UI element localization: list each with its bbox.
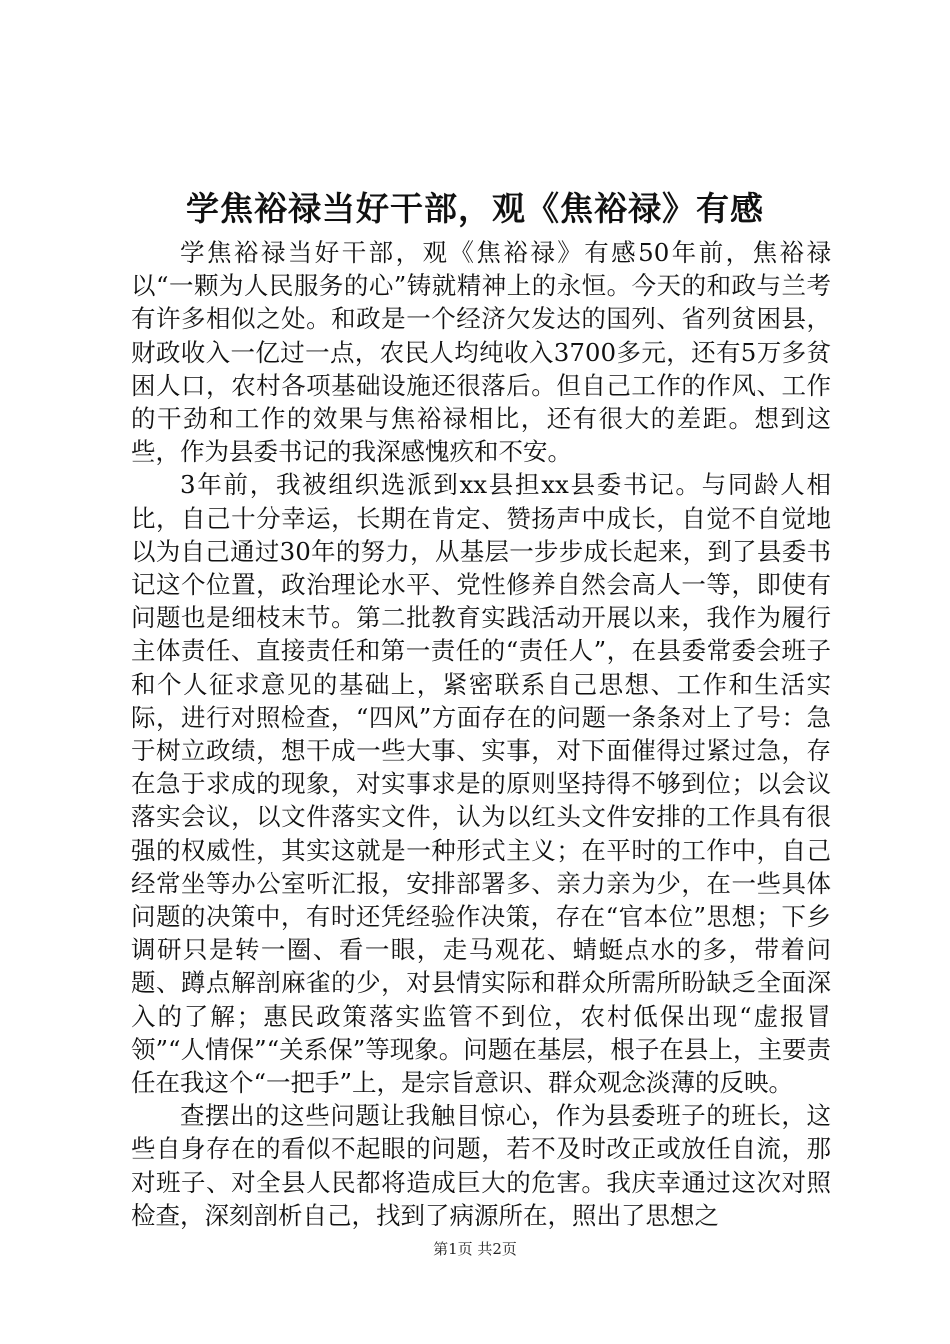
page-footer: 第1页 共2页 — [433, 1240, 517, 1258]
paragraph-3: 查摆出的这些问题让我触目惊心，作为县委班子的班长，这些自身存在的看似不起眼的问题，若不及时改正或放任自流，那对班子、对全县人民都将造成巨大的危害。我庆幸通过这次对照检查，深刻剖析自己，找到了病源所在，照出了思想之 — [131, 1101, 831, 1230]
paragraph-1: 学焦裕禄当好干部，观《焦裕禄》有感50年前，焦裕禄以“一颗为人民服务的心”铸就精神上的永恒。今天的和政与兰考有许多相似之处。和政是一个经济欠发达的国列、省列贫困县，财政收入一亿过一点，农民人均纯收入3700多元，还有5万多贫困人口，农村各项基础设施还很落后。但自己工作的作风、工作的干劲和工作的效果与焦裕禄相比，还有很大的差距。想到这些，作为县委书记的我深感愧疚和不安。 — [131, 238, 831, 467]
document-body — [131, 236, 831, 1232]
document-title: 学焦裕禄当好干部，观《焦裕禄》有感 — [186, 189, 764, 228]
paragraph-2: 3年前，我被组织选派到xx县担xx县委书记。与同龄人相比，自己十分幸运，长期在肯定、赞扬声中成长，自觉不自觉地以为自己通过30年的努力，从基层一步步成长起来，到了县委书记这个位置，政治理论水平、党性修养自然会高人一等，即使有问题也是细枝末节。第二批教育实践活动开展以来，我作为履行主体责任、直接责任和第一责任的“责任人”，在县委常委会班子和个人征求意见的基础上，紧密联系自己思想、工作和生活实际，进行对照检查，“四风”方面存在的问题一条条对上了号：急于树立政绩，想干成一些大事、实事，对下面催得过紧过急，存在急于求成的现象，对实事求是的原则坚持得不够到位；以会议落实会议，以文件落实文件，认为以红头文件安排的工作具有很强的权威性，其实这就是一种形式主义；在平时的工作中，自己经常坐等办公室听汇报，安排部署多、亲力亲为少，在一些具体问题的决策中，有时还凭经验作决策，存在“官本位”思想；下乡调研只是转一圈、看一眼，走马观花、蜻蜓点水的多，带着问题、蹲点解剖麻雀的少，对县情实际和群众所需所盼缺乏全面深入的了解；惠民政策落实监管不到位，农村低保出现“虚报冒领”“人情保”“关系保”等现象。问题在基层，根子在县上，主要责任在我这个“一把手”上，是宗旨意识、群众观念淡薄的反映。 — [131, 470, 831, 1098]
